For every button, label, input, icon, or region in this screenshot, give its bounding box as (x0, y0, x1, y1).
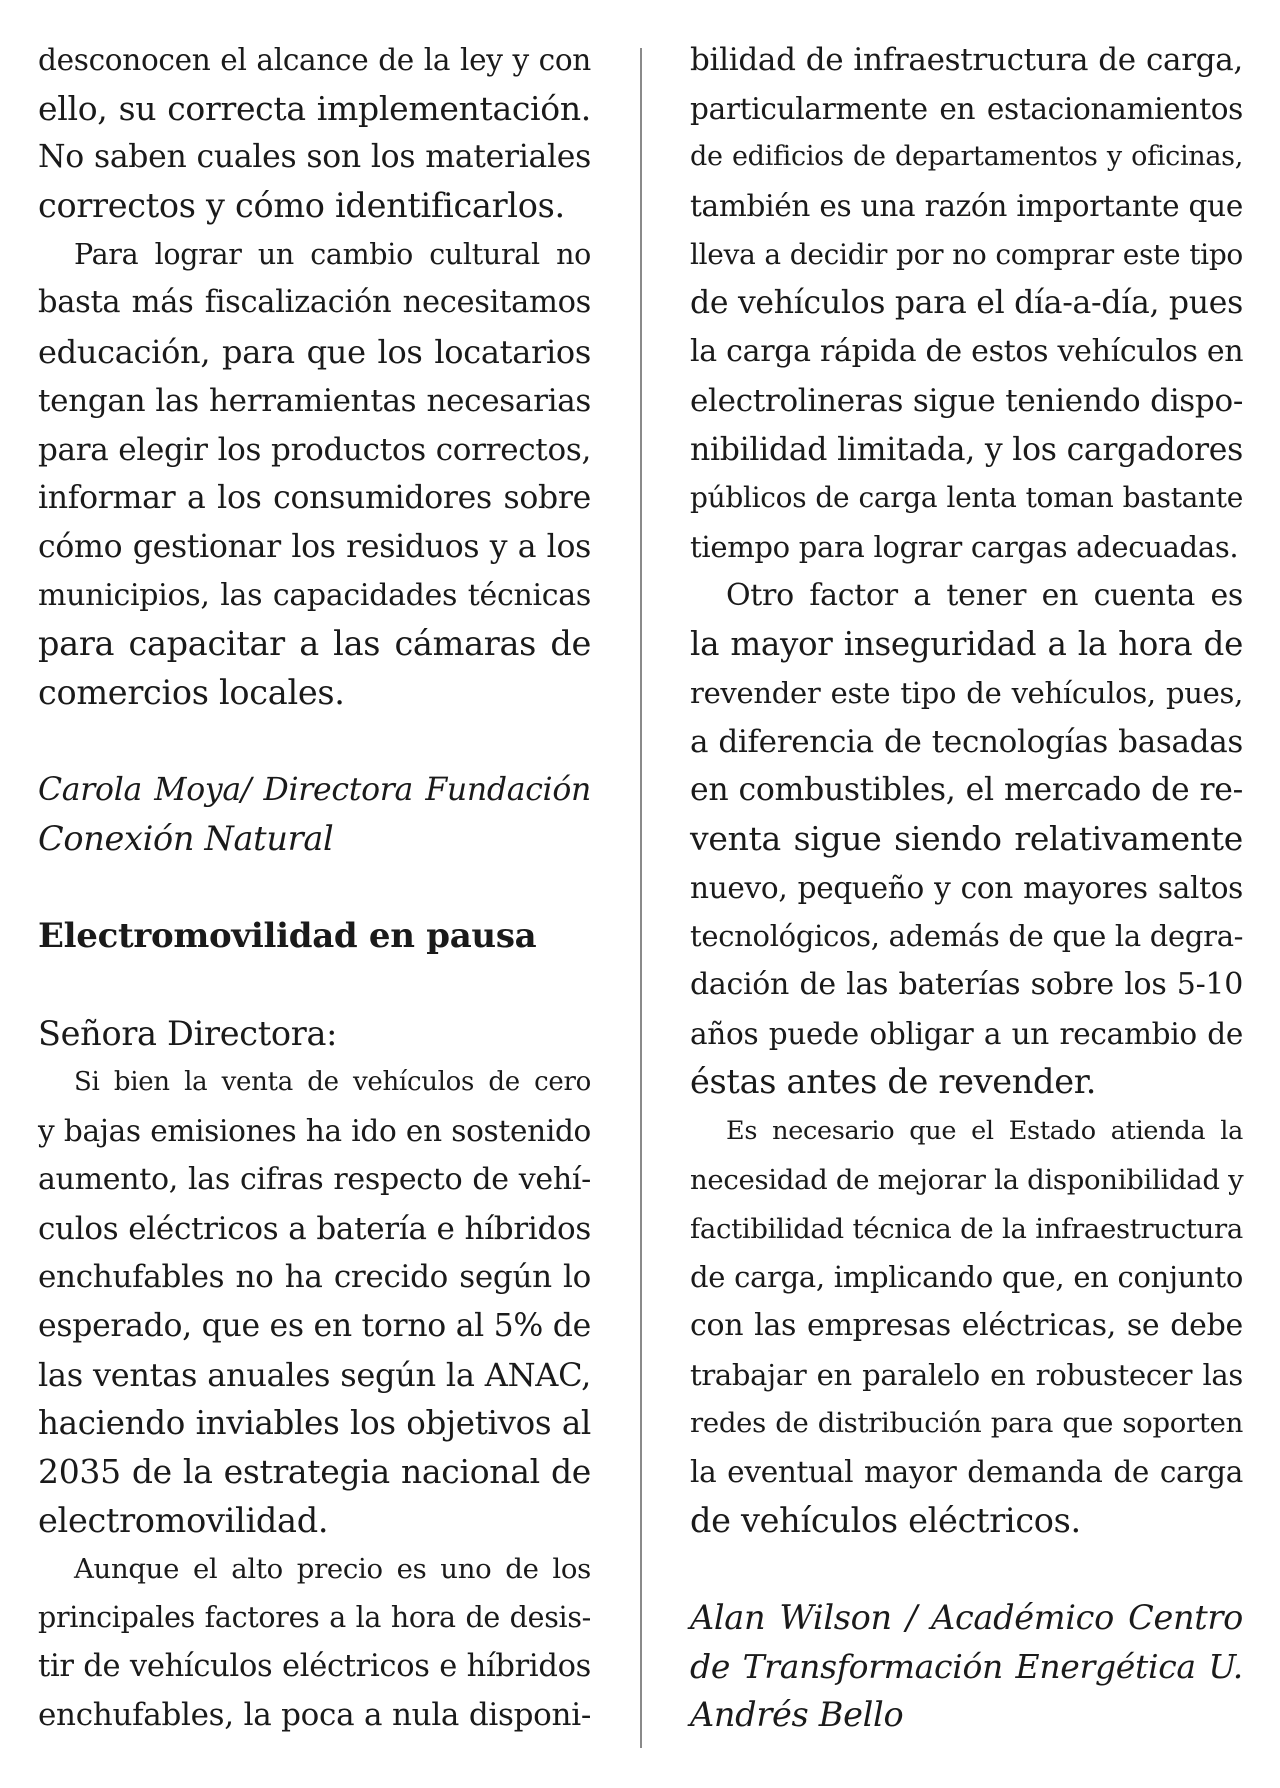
text-line: tecnológicos, además de que la degra- (690, 919, 1244, 954)
text-line: haciendo inviables los objetivos al (38, 1404, 591, 1443)
left-column (38, 36, 591, 1740)
text-line: años puede obligar a un recambio de (690, 1016, 1243, 1051)
signature-line: Carola Moya/ Directora Fundación (38, 772, 591, 809)
spacer (38, 718, 591, 767)
text-line: de edificios de departamentos y oficinas, (690, 141, 1243, 173)
text-line: factibilidad técnica de la infraestructura (690, 1212, 1243, 1245)
text-line: culos eléctricos a batería e híbridos (38, 1210, 591, 1247)
signature-line: Alan Wilson / Académico Centro (690, 1598, 1243, 1637)
text-line: comercios locales. (38, 672, 345, 712)
signature-line: Andrés Bello (690, 1695, 904, 1735)
text-line: para elegir los productos correctos, (38, 431, 591, 468)
text-line: tengan las herramientas necesarias (38, 382, 591, 419)
salutation: Señora Directora: (38, 1013, 338, 1053)
text-line: cómo gestionar los residuos y a los (38, 528, 591, 565)
spacer (38, 864, 591, 913)
text-line: la eventual mayor demanda de carga (690, 1454, 1243, 1489)
signature-line: Conexión Natural (38, 819, 334, 858)
text-line: lleva a decidir por no comprar este tipo (690, 237, 1243, 271)
text-line: No saben cuales son los materiales (38, 139, 591, 176)
letter-paragraph-1 (38, 1058, 591, 1545)
text-line: necesidad de mejorar la disponibilidad y (690, 1163, 1244, 1196)
text-line: nibilidad limitada, y los cargadores (690, 431, 1243, 468)
text-line: aumento, las cifras respecto de vehí- (38, 1161, 591, 1197)
text-line: principales factores a la hora de desis- (38, 1601, 591, 1634)
text-line: tiempo para lograr cargas adecuadas. (690, 529, 1239, 564)
text-line: venta sigue siendo relativamente (690, 819, 1243, 858)
text-line: Aunque el alto precio es uno de los (74, 1553, 591, 1586)
intro-paragraph (38, 36, 591, 231)
signature-line: de Transformación Energética U. (690, 1646, 1243, 1686)
text-line: 2035 de la estrategia nacional de (38, 1451, 591, 1491)
text-line: nuevo, pequeño y con mayores saltos (690, 870, 1243, 905)
text-line: y bajas emisiones ha ido en sostenido (38, 1114, 591, 1149)
text-line: municipios, las capacidades técnicas (38, 577, 591, 613)
text-line: de vehículos eléctricos. (690, 1500, 1081, 1540)
text-line: basta más fiscalización necesitamos (38, 285, 591, 321)
text-line: en combustibles, el mercado de re- (690, 772, 1243, 809)
text-line: con las empresas eléctricas, se debe (690, 1307, 1243, 1343)
text-line: correctos y cómo identificarlos. (38, 186, 565, 226)
text-line: también es una razón importante que (690, 189, 1243, 224)
text-line: trabajar en paralelo en robustecer las (690, 1357, 1243, 1392)
text-line: informar a los consumidores sobre (38, 480, 591, 517)
text-line: revender este tipo de vehículos, pues, (690, 675, 1243, 710)
text-line: bilidad de infraestructura de carga, (690, 42, 1243, 78)
text-line: dación de las baterías sobre los 5-10 (690, 967, 1243, 1003)
text-line: de vehículos para el día-a-día, pues (690, 285, 1243, 322)
text-line: las ventas anuales según la ANAC, (38, 1355, 591, 1394)
text-line: enchufables, la poca a nula disponi- (38, 1697, 591, 1734)
text-line: ello, su correcta implementación. (38, 88, 591, 128)
right-column (690, 36, 1243, 1740)
letter-paragraph-2 (38, 1545, 591, 1740)
signature-alan-wilson (690, 1594, 1243, 1740)
text-line: enchufables no ha crecido según lo (38, 1259, 591, 1296)
signature-carola-moya (38, 766, 591, 863)
text-line: Si bien la venta de vehículos de cero (74, 1067, 591, 1098)
text-line: públicos de carga lenta toman bastante (690, 481, 1243, 515)
text-line: esperado, que es en torno al 5% de (38, 1307, 591, 1344)
spacer (690, 1545, 1243, 1594)
text-line: electromovilidad. (38, 1500, 329, 1540)
text-line: Para lograr un cambio cultural no (74, 237, 591, 271)
paragraph-continued (690, 36, 1243, 572)
text-line: Otro factor a tener en cuenta es (726, 577, 1243, 613)
text-line: de carga, implicando que, en conjunto (690, 1260, 1243, 1295)
text-line: éstas antes de revender. (690, 1062, 1097, 1102)
text-line: Es necesario que el Estado atienda la (726, 1116, 1243, 1147)
column-divider (640, 48, 642, 1748)
text-line: para capacitar a las cámaras de (38, 624, 591, 664)
text-line: redes de distribución para que soporten (690, 1407, 1243, 1440)
text-line: particularmente en estacionamientos (690, 91, 1243, 126)
letter-title: Electromovilidad en pausa (38, 916, 537, 957)
text-line: la mayor inseguridad a la hora de (690, 625, 1243, 664)
second-paragraph (38, 231, 591, 718)
text-line: tir de vehículos eléctricos e híbridos (38, 1648, 591, 1684)
paragraph-4 (690, 1107, 1243, 1545)
text-line: educación, para que los locatarios (38, 333, 591, 372)
text-line: electrolineras sigue teniendo dispo- (690, 382, 1243, 419)
paragraph-3 (690, 572, 1243, 1108)
text-line: desconocen el alcance de la ley y con (38, 43, 591, 77)
text-line: a diferencia de tecnologías basadas (690, 723, 1243, 760)
spacer (38, 961, 591, 1010)
text-line: la carga rápida de estos vehículos en (690, 334, 1244, 370)
